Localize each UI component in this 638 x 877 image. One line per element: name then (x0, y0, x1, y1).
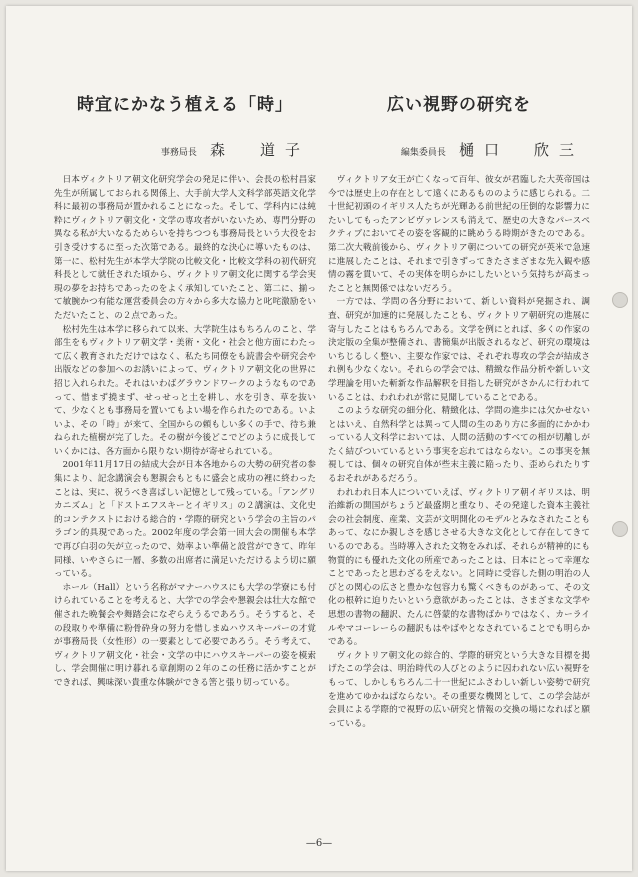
right-paragraph-3: このような研究の細分化、精緻化は、学問の進歩には欠かせないとはいえ、自然科学とは異って人間の生のあり方に多面的にかかわっている人文科学においては、人間の活動のすべての相が切離しがたく結びついているという事実を忘れてはならない。この事実を無視しては、個々の研究自体が些末主義に陥ったり、歪められたりするおそれがあるだろう。 (328, 406, 590, 485)
document-page (6, 6, 632, 871)
left-paragraph-3: 2001年11月17日の結成大会が日本各地からの大勢の研究者の参集により、記念講演会も懇親会もともに盛会と成功の裡に終わったことは、実に、祝うべき喜ばしい記憶として残っている。「アングリカニズム」と「ドストエフスキーとイギリス」の２講演は、文化史的コンテクストにおける総合的・学際的研究という学会の主旨のパラゴン的具現であった。2002年度の学会第一回大会の開催も本学で再び白羽の矢が立ったので、効率よい準備と設営ができて、昨年同様、いやさらに一層、多数の出席者に満足いただけるよう切に願っている。 (54, 460, 316, 580)
left-article-title: 時宜にかなう植える「時」 (77, 95, 293, 115)
right-article-title: 広い視野の研究を (387, 95, 531, 115)
right-paragraph-1: ヴィクトリア女王が亡くなって百年、彼女が君臨した大英帝国は今では歴史上の存在として遠くにあるもののように感じられる。二十世紀初頭のイギリス人たちが光輝ある前世紀の圧倒的な影響力にたいしてもったアンビヴァレンスも消えて、歴史の大きなパースペクティブにおいてその姿を客観的に眺めうる時期がきたのである。第二次大戦前後から、ヴィクトリア朝についての研究が英米で急速に進展したことは、それまで引きずってきたさまざまな先入観や感情の霧を貫いて、その実体を明らかにしたいという気持ちが高まったことと無関係ではないだろう。 (328, 175, 590, 294)
right-article-byline (328, 140, 584, 160)
right-article (328, 92, 590, 731)
right-author-role: 編集委員長 (400, 148, 446, 158)
right-paragraph-4: われわれ日本人についていえば、ヴィクトリア朝イギリスは、明治維新の開国がちょうど最盛期と重なり、その発達した資本主義社会の社会制度、産業、文芸が文明開化のモデルとみなされたこともあって、なにか親しさを感じさせる大きな文化として存在してきているのである。当時導入された文物をみれば、それらが精神的にも物質的にも優れた文化の所産であったことは、日本にとって幸運なことであったと思わざるをえない。と同時に受容した側の明治の人びとの関心の広さと豊かな包容力も驚くべきものがあって、その文化の根幹に迫りたいという意欲があったことは、さまざまな文学や思想の書物の翻訳、たんに啓蒙的な書物ばかりではなく、カーライルやマコーレーらの翻訳もはやばやとなされていることでも明らかである。 (328, 487, 590, 648)
left-author-name: 森 道子 (209, 141, 310, 159)
left-article (54, 92, 316, 691)
right-paragraph-2: 一方では、学問の各分野において、新しい資料が発掘され、調査、研究が加速的に発展したことも、ヴィクトリア朝研究の進展に寄与したことはもちろんである。文学を例にとれば、多くの作家の決定版の全集が整備され、書簡集が出版されるなど、研究の環境はいちじるしく整い、主要な作家では、それぞれ専攻の学会が結成され例も少なくない。それらの学会では、精緻な作品分析や新しい文学理論を用いた斬新な作品解釈を目指した研究がさかんに行われていることは、われわれが常に見聞していることである。 (328, 297, 590, 403)
left-paragraph-4: ホール（Hall）という名称がマナーハウスにも大学の学寮にも付けられていることを考えると、大学での学会や懇親会は壮大な館で催された晩餐会や舞踏会になぞらえうるであろう。そうすると、その段取りや準備に粉骨砕身の努力を惜しまぬハウスキーパーの才覚が事務局長（女性形）の一要素として必要であろう。そう考えて、ヴィクトリア朝文化・社会・文学の中にハウスキーパーの姿を模索し、学会開催に明け暮れる章創期の２年のこの任務に活かすことができれば、興味深い貴重な体験ができる筈と張り切っている。 (54, 582, 316, 688)
right-paragraph-5: ヴィクトリア朝文化の綜合的、学際的研究という大きな目標を掲げたこの学会は、明治時代の人びとのように囚われない広い視野をもって、しかしもちろん二十一世紀にふさわしい新しい姿勢で研究を進めてゆかねばならない。その重要な機関として、この学会誌が会員による学際的で視野の広い研究と情報の交換の場になればと願っている。 (328, 650, 590, 729)
binder-hole (612, 521, 628, 537)
left-paragraph-2: 松村先生は本学に移られて以来、大学院生はもちろんのこと、学部生をもヴィクトリア朝文学・美術・文化・社会と他方面にわたって広く教育されただけではなく、私たち同僚をも読書会や研究会や出版などの参加へのお誘いによって、ヴィクトリア朝文化の世界に招じ入れられた。それはいわばグラウンドワークのようなものであって、惜まず撓まず、せっせっと土を耕し、水を引き、草を抜いて、少なくとも事務局を置いてもよい場を作られたのである。いよいよ、その「時」が来て、全国からの頼もしい多くの手で、待ち兼ねられた植樹が完了した。その樹が今後どこでどのように成長していくかには、各方面から限りない期待が寄せられている。 (54, 324, 316, 457)
left-author-role: 事務局長 (160, 148, 197, 158)
left-article-byline (54, 140, 310, 160)
right-author-name: 樋口 欣三 (458, 141, 584, 159)
left-paragraph-1: 日本ヴィクトリア朝文化研究学会の発足に伴い、会長の松村昌家先生が所属しておられる関係上、大手前大学人文科学部英語文化学科に最初の事務局が置かれることになった。そして、学科内には純粋にヴィクトリア朝文化・文学の専攻者がいないため、専門分野の異なる私が大いなるためらいを持ちつつも事務局長という大役をお引き受けするに至った次第である。最終的な決心に導いたものは、第一に、松村先生が本学大学院の比較文化・比較文学科の初代研究科長として就任された頃から、ヴィクトリア朝文化に関する学会実現の夢をお持ちであったのをよく承知していたこと、第二に、揃って敏腕かつ有能な運営委員会の方々から多大な協力と叱咤激励をいただいたこと、の２点であった。 (54, 175, 316, 321)
page-number: —6— (305, 838, 333, 849)
binder-hole (612, 292, 628, 308)
